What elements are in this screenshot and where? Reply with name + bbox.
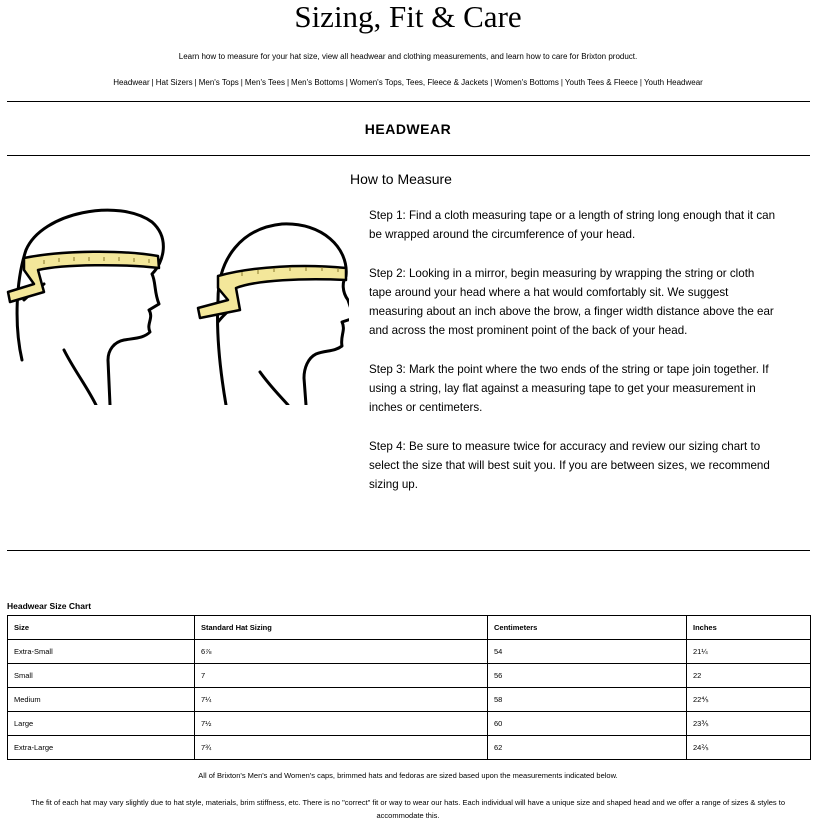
intro-text: Learn how to measure for your hat size, view all headwear and clothing measurements, and learn how to care for Brixton product. <box>178 52 638 61</box>
nav-link-headwear[interactable]: Headwear <box>113 78 150 87</box>
cm-cell: 58 <box>488 688 687 712</box>
table-header-row <box>8 616 811 640</box>
size-chart-caption: Headwear Size Chart <box>7 601 92 611</box>
divider <box>7 550 810 551</box>
size-chart-table <box>7 615 811 760</box>
step-1: Step 1: Find a cloth measuring tape or a length of string long enough that it can be wrapped around the circumference of your head. <box>369 209 776 241</box>
head-profile-icon <box>217 224 349 405</box>
nav-separator: | <box>345 78 348 87</box>
table-row <box>8 664 811 688</box>
inches-cell: 22 <box>687 664 811 688</box>
divider <box>7 155 810 156</box>
sizing-note: All of Brixton's Men's and Women's caps, brimmed hats and fedoras are sized based upon the measurements indicated below. <box>198 771 618 780</box>
hat-size-cell: 7 <box>195 664 488 688</box>
nav-link-mens-bottoms[interactable]: Men's Bottoms <box>291 78 344 87</box>
nav-separator: | <box>639 78 642 87</box>
nav-separator: | <box>286 78 290 87</box>
cm-cell: 54 <box>488 640 687 664</box>
head-measure-illustration <box>4 200 349 405</box>
measuring-tape-icon <box>8 252 159 302</box>
inches-cell: 24⅖ <box>687 736 811 760</box>
page-title: Sizing, Fit & Care <box>294 0 522 34</box>
nav-link-mens-tees[interactable]: Men's Tees <box>244 78 285 87</box>
hat-size-cell: 7¾ <box>195 736 488 760</box>
nav-separator: | <box>560 78 563 87</box>
nav-link-hat-sizers[interactable]: Hat Sizers <box>155 78 193 87</box>
size-nav <box>0 78 816 87</box>
nav-link-mens-tops[interactable]: Men's Tops <box>198 78 239 87</box>
nav-separator: | <box>490 78 493 87</box>
nav-link-youth-headwear[interactable]: Youth Headwear <box>643 78 703 87</box>
column-header: Standard Hat Sizing <box>195 616 488 640</box>
nav-link-womens-bottoms[interactable]: Women's Bottoms <box>494 78 559 87</box>
step-2: Step 2: Looking in a mirror, begin measuring by wrapping the string or cloth tape around your head where a hat would comfortably sit. We suggest measuring about an inch above the brow, a finger width distance above the ear and across the most prominent point of the back of your head. <box>369 267 774 337</box>
column-header: Centimeters <box>488 616 687 640</box>
measure-steps <box>369 206 779 514</box>
fit-note: The fit of each hat may vary slightly due to hat style, materials, brim stiffness, etc. There is no "correct" fit or way to wear our hats. Each individual will have a unique size and shaped head and we offer a range of sizes & styles to accommodate this. <box>30 798 786 820</box>
cm-cell: 62 <box>488 736 687 760</box>
inches-cell: 21¼ <box>687 640 811 664</box>
nav-link-womens-tops[interactable]: Women's Tops, Tees, Fleece & Jackets <box>349 78 489 87</box>
size-cell: Extra-Large <box>8 736 195 760</box>
size-cell: Extra-Small <box>8 640 195 664</box>
nav-separator: | <box>151 78 154 87</box>
column-header: Inches <box>687 616 811 640</box>
size-cell: Large <box>8 712 195 736</box>
nav-link-youth-tees[interactable]: Youth Tees & Fleece <box>564 78 638 87</box>
step-4: Step 4: Be sure to measure twice for accuracy and review our sizing chart to select the size that will best suit you. If you are between sizes, we recommend sizing up. <box>369 440 770 491</box>
size-cell: Small <box>8 664 195 688</box>
hat-size-cell: 6⅞ <box>195 640 488 664</box>
inches-cell: 22⅘ <box>687 688 811 712</box>
cm-cell: 56 <box>488 664 687 688</box>
head-profile-icon <box>17 210 163 405</box>
column-header: Size <box>8 616 195 640</box>
table-row <box>8 640 811 664</box>
hat-size-cell: 7½ <box>195 712 488 736</box>
size-cell: Medium <box>8 688 195 712</box>
how-to-measure-heading: How to Measure <box>350 171 452 187</box>
nav-separator: | <box>194 78 197 87</box>
section-title: HEADWEAR <box>364 121 452 137</box>
step-3: Step 3: Mark the point where the two ends of the string or tape join together. If using a string, lay flat against a measuring tape to get your measurement in inches or centimeters. <box>369 363 769 414</box>
table-row <box>8 736 811 760</box>
inches-cell: 23⅗ <box>687 712 811 736</box>
cm-cell: 60 <box>488 712 687 736</box>
table-row <box>8 688 811 712</box>
table-row <box>8 712 811 736</box>
nav-separator: | <box>240 78 243 87</box>
hat-size-cell: 7¼ <box>195 688 488 712</box>
divider <box>7 101 810 102</box>
